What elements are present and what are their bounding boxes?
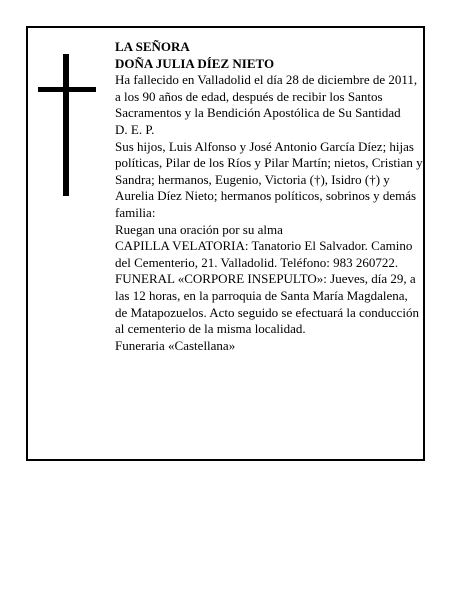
cross-icon — [38, 54, 96, 196]
death-announcement: Ha fallecido en Valladolid el día 28 de diciembre de 2011, a los 90 años de edad, después de recibir los Santos Sacramentos y la Bendición Apostólica de Su Santidad — [115, 72, 418, 121]
funeral-home: Funeraria «Castellana» — [115, 337, 236, 353]
deceased-title: LA SEÑORA — [115, 39, 190, 54]
chapel-info: CAPILLA VELATORIA: Tanatorio El Salvador. Camino del Cementerio, 21. Valladolid. Teléfono: 983 260722. — [115, 238, 413, 270]
cross-vertical-bar — [63, 54, 69, 196]
deceased-name: DOÑA JULIA DÍEZ NIETO — [115, 55, 275, 71]
funeral-info: FUNERAL «CORPORE INSEPULTO»: Jueves, día 29, a las 12 horas, en la parroquia de Santa María Magdalena, de Matapozuelos. Acto seguido se efectuará la conducción al cementerio de la misma localidad. — [115, 271, 419, 337]
cross-horizontal-bar — [38, 87, 96, 92]
rest-in-peace: D. E. P. — [115, 121, 155, 137]
obituary-text — [115, 39, 423, 354]
family-list: Sus hijos, Luis Alfonso y José Antonio García Díez; hijas políticas, Pilar de los Ríos y Pilar Martín; nietos, Cristian y Sandra; hermanos, Eugenio, Victoria (†), Isidro (†) y Aurelia Díez Nieto; hermanos políticos, sobrinos y demás familia: — [115, 138, 423, 220]
prayer-request: Ruegan una oración por su alma — [115, 221, 283, 237]
